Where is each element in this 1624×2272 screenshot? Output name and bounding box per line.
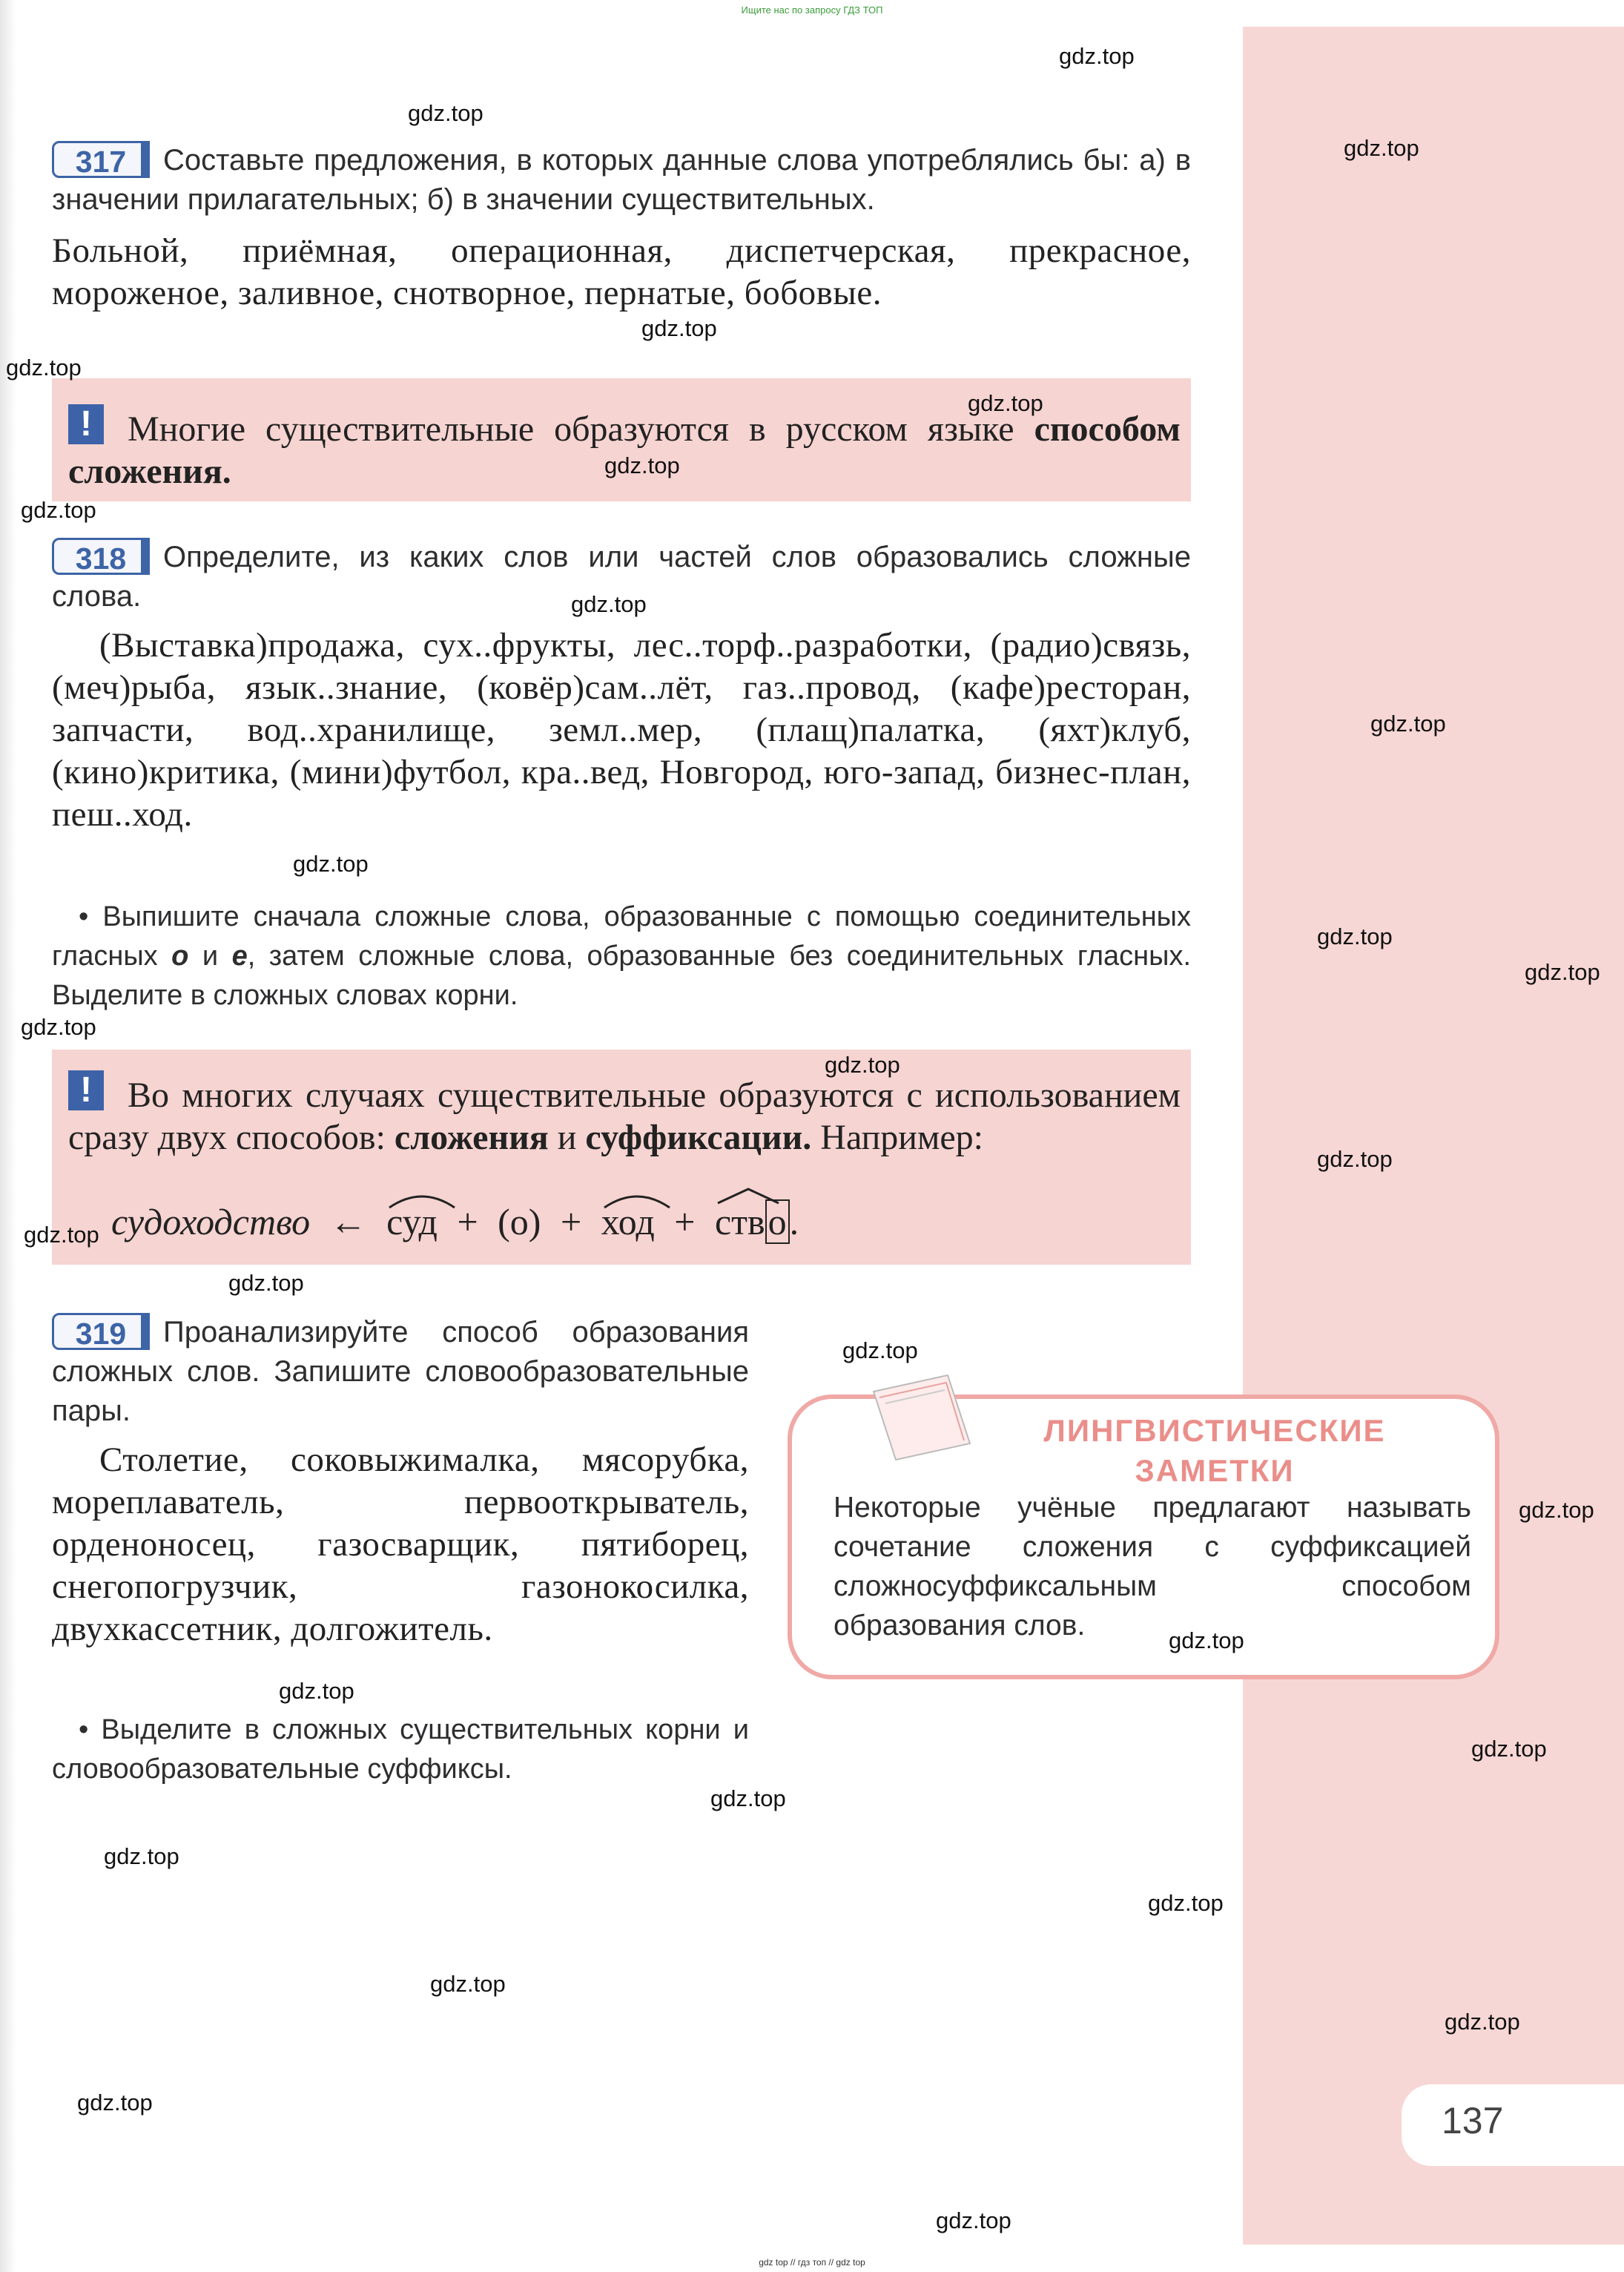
watermark: gdz.top bbox=[936, 2207, 1011, 2233]
watermark: gdz.top bbox=[228, 1270, 304, 1296]
watermark: gdz.top bbox=[1059, 43, 1135, 69]
watermark: gdz.top bbox=[21, 497, 96, 523]
watermark: gdz.top bbox=[1317, 1146, 1393, 1172]
watermark: gdz.top bbox=[408, 100, 483, 126]
task-number-318: 318 bbox=[52, 538, 150, 575]
watermark: gdz.top bbox=[1317, 923, 1393, 949]
watermark: gdz.top bbox=[968, 390, 1043, 416]
linguistic-notes-box bbox=[788, 1395, 1499, 1679]
watermark: gdz.top bbox=[1169, 1627, 1244, 1653]
watermark: gdz.top bbox=[21, 1014, 96, 1040]
example-word: судоходство bbox=[111, 1201, 311, 1242]
linguistic-notes-text: Некоторые учёные предлагают называть сочетание сложения с суффиксацией сложносуффиксальным способом образования слов. bbox=[834, 1492, 1471, 1642]
watermark: gdz.top bbox=[1471, 1736, 1547, 1762]
linguistic-notes-title: ЛИНГВИСТИЧЕСКИЕ ЗАМЕТКИ bbox=[1043, 1413, 1386, 1488]
top-hint: Ищите нас по запросу ГДЗ ТОП bbox=[741, 4, 883, 16]
root-sud: суд bbox=[386, 1200, 438, 1243]
watermark: gdz.top bbox=[24, 1222, 99, 1248]
page-number: 137 bbox=[1442, 2100, 1504, 2141]
ending-box: о bbox=[765, 1199, 790, 1244]
exclamation-icon: ! bbox=[68, 1070, 104, 1110]
watermark: gdz.top bbox=[710, 1785, 786, 1811]
watermark: gdz.top bbox=[1445, 2009, 1520, 2035]
watermark: gdz.top bbox=[1148, 1890, 1224, 1916]
task-319-words: Столетие, соковыжималка, мясорубка, мореплаватель, первооткрыватель, орденоносец, газосварщик, пятиборец, снегопогрузчик, газонокосилка, двухкассетник, долгожитель. bbox=[52, 1440, 749, 1648]
bottom-hint: gdz top // гдз топ // gdz top bbox=[759, 2257, 865, 2268]
word-formation-formula: судоходство ← суд + (о) + ход + ство. bbox=[111, 1200, 799, 1243]
suffix-stv: ств bbox=[715, 1200, 765, 1243]
task-317-instruction: Составьте предложения, в которых данные слова употреблялись бы: а) в значении прилагательных; б) в значении существительных. bbox=[52, 144, 1191, 216]
notebook-icon bbox=[859, 1369, 985, 1466]
watermark: gdz.top bbox=[842, 1337, 918, 1363]
task-317-words: Больной, приёмная, операционная, диспетчерская, прекрасное, мороженое, заливное, снотворное, пернатые, бобовые. bbox=[52, 231, 1191, 312]
task-318-words: (Выставка)продажа, сух..фрукты, лес..торф..разработки, (радио)связь, (меч)рыба, язык..знание, (ковёр)сам..лёт, газ..провод, (кафе)ресторан, запчасти, вод..хранилище, земл..мер, (плащ)палатка, (яхт)клуб, (кино)критика, (мини)футбол, кра..вед, Новгород, юго-запад, бизнес-план, пеш..ход. bbox=[52, 626, 1191, 834]
task-318-instruction: Определите, из каких слов или частей слов образовались сложные слова. bbox=[52, 541, 1191, 613]
task-number-317: 317 bbox=[52, 141, 150, 178]
rule-2-text: Во многих случаях существительные образуются с использованием сразу двух способов: сложения и суффиксации. Например: bbox=[68, 1076, 1181, 1157]
exclamation-icon: ! bbox=[68, 404, 104, 444]
connecting-vowel: (о) bbox=[498, 1201, 541, 1242]
watermark: gdz.top bbox=[6, 355, 82, 381]
watermark: gdz.top bbox=[1344, 135, 1419, 161]
watermark: gdz.top bbox=[825, 1052, 900, 1078]
pink-side-panel bbox=[1243, 27, 1624, 2245]
watermark: gdz.top bbox=[571, 591, 647, 617]
root-arc-icon bbox=[386, 1190, 458, 1209]
page-edge bbox=[0, 0, 16, 2272]
root-arc-icon bbox=[601, 1190, 673, 1209]
watermark: gdz.top bbox=[1370, 711, 1446, 737]
watermark: gdz.top bbox=[430, 1971, 506, 1997]
watermark: gdz.top bbox=[279, 1678, 354, 1704]
watermark: gdz.top bbox=[1525, 959, 1600, 985]
watermark: gdz.top bbox=[604, 452, 680, 478]
root-hod: ход bbox=[601, 1200, 655, 1243]
watermark: gdz.top bbox=[293, 851, 369, 877]
watermark: gdz.top bbox=[1519, 1497, 1594, 1523]
arrow-left-icon: ← bbox=[329, 1201, 367, 1242]
task-319-instruction: Проанализируйте способ образования сложных слов. Запишите словообразовательные пары. bbox=[52, 1316, 749, 1427]
rule-1-text: Многие существительные образуются в русском языке способом сложения. bbox=[68, 409, 1181, 491]
task-319-bullet: • Выделите в сложных существительных корни и словообразовательные суффиксы. bbox=[52, 1714, 749, 1785]
task-number-319: 319 bbox=[52, 1313, 150, 1350]
suffix-roof-icon bbox=[715, 1187, 782, 1205]
watermark: gdz.top bbox=[641, 315, 717, 341]
watermark: gdz.top bbox=[77, 2090, 153, 2115]
task-318-bullet: • Выпишите сначала сложные слова, образованные с помощью соединительных гласных о и е, затем сложные слова, образованные без соединительных гласных. Выделите в сложных словах корни. bbox=[52, 901, 1192, 1011]
watermark: gdz.top bbox=[104, 1843, 179, 1869]
page-number-tab bbox=[1402, 2084, 1624, 2166]
